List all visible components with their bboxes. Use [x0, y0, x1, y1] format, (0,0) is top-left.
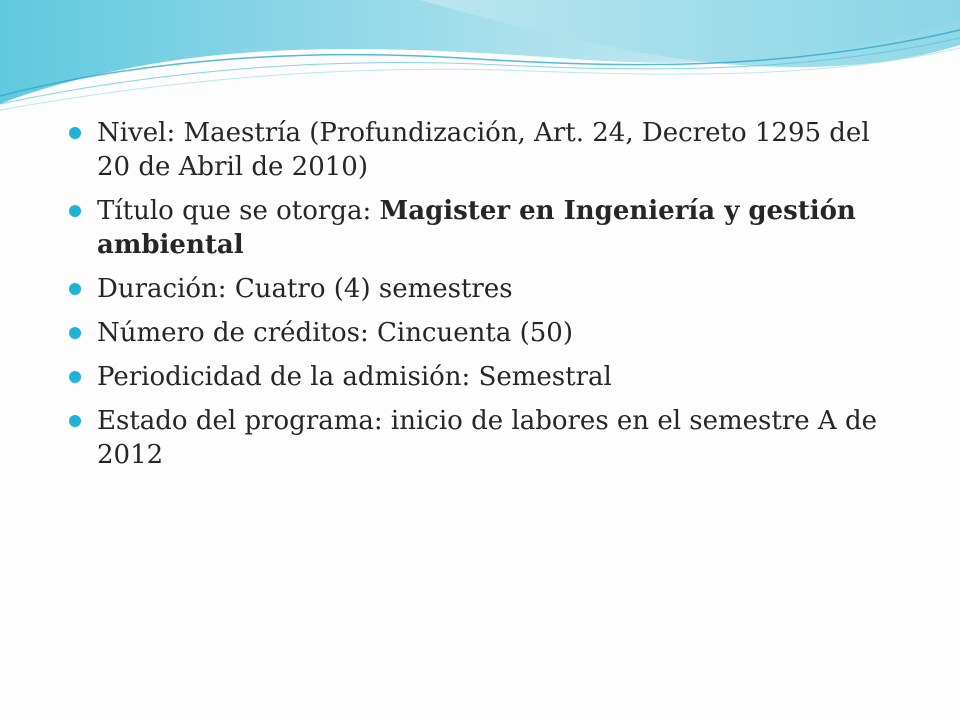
- bullet-dot-icon: [69, 283, 81, 295]
- bullet-list: [68, 116, 898, 472]
- bullet-text: Número de créditos: Cincuenta (50): [97, 318, 573, 348]
- slide-body: [68, 116, 898, 482]
- bullet-dot-icon: [69, 371, 81, 383]
- bullet-dot-icon: [69, 415, 81, 427]
- header-wave-decoration: [0, 0, 960, 120]
- bullet-text: Duración: Cuatro (4) semestres: [97, 274, 513, 304]
- bullet-text: Nivel: Maestría (Profundización, Art. 24, Decreto 1295 del 20 de Abril de 2010): [97, 118, 870, 182]
- bullet-estado: [68, 404, 898, 472]
- bullet-text: Periodicidad de la admisión: Semestral: [97, 362, 612, 392]
- bullet-nivel: [68, 116, 898, 184]
- bullet-text: Estado del programa: inicio de labores en el semestre A de 2012: [97, 406, 877, 470]
- bullet-dot-icon: [69, 327, 81, 339]
- bullet-label: Título que se otorga:: [97, 196, 380, 226]
- bullet-dot-icon: [69, 205, 81, 217]
- bullet-dot-icon: [69, 127, 81, 139]
- bullet-titulo: [68, 194, 898, 262]
- bullet-value-strong: Magister en Ingeniería y gestión ambiental: [97, 196, 856, 260]
- bullet-duracion: [68, 272, 898, 306]
- bullet-periodicidad: [68, 360, 898, 394]
- bullet-creditos: [68, 316, 898, 350]
